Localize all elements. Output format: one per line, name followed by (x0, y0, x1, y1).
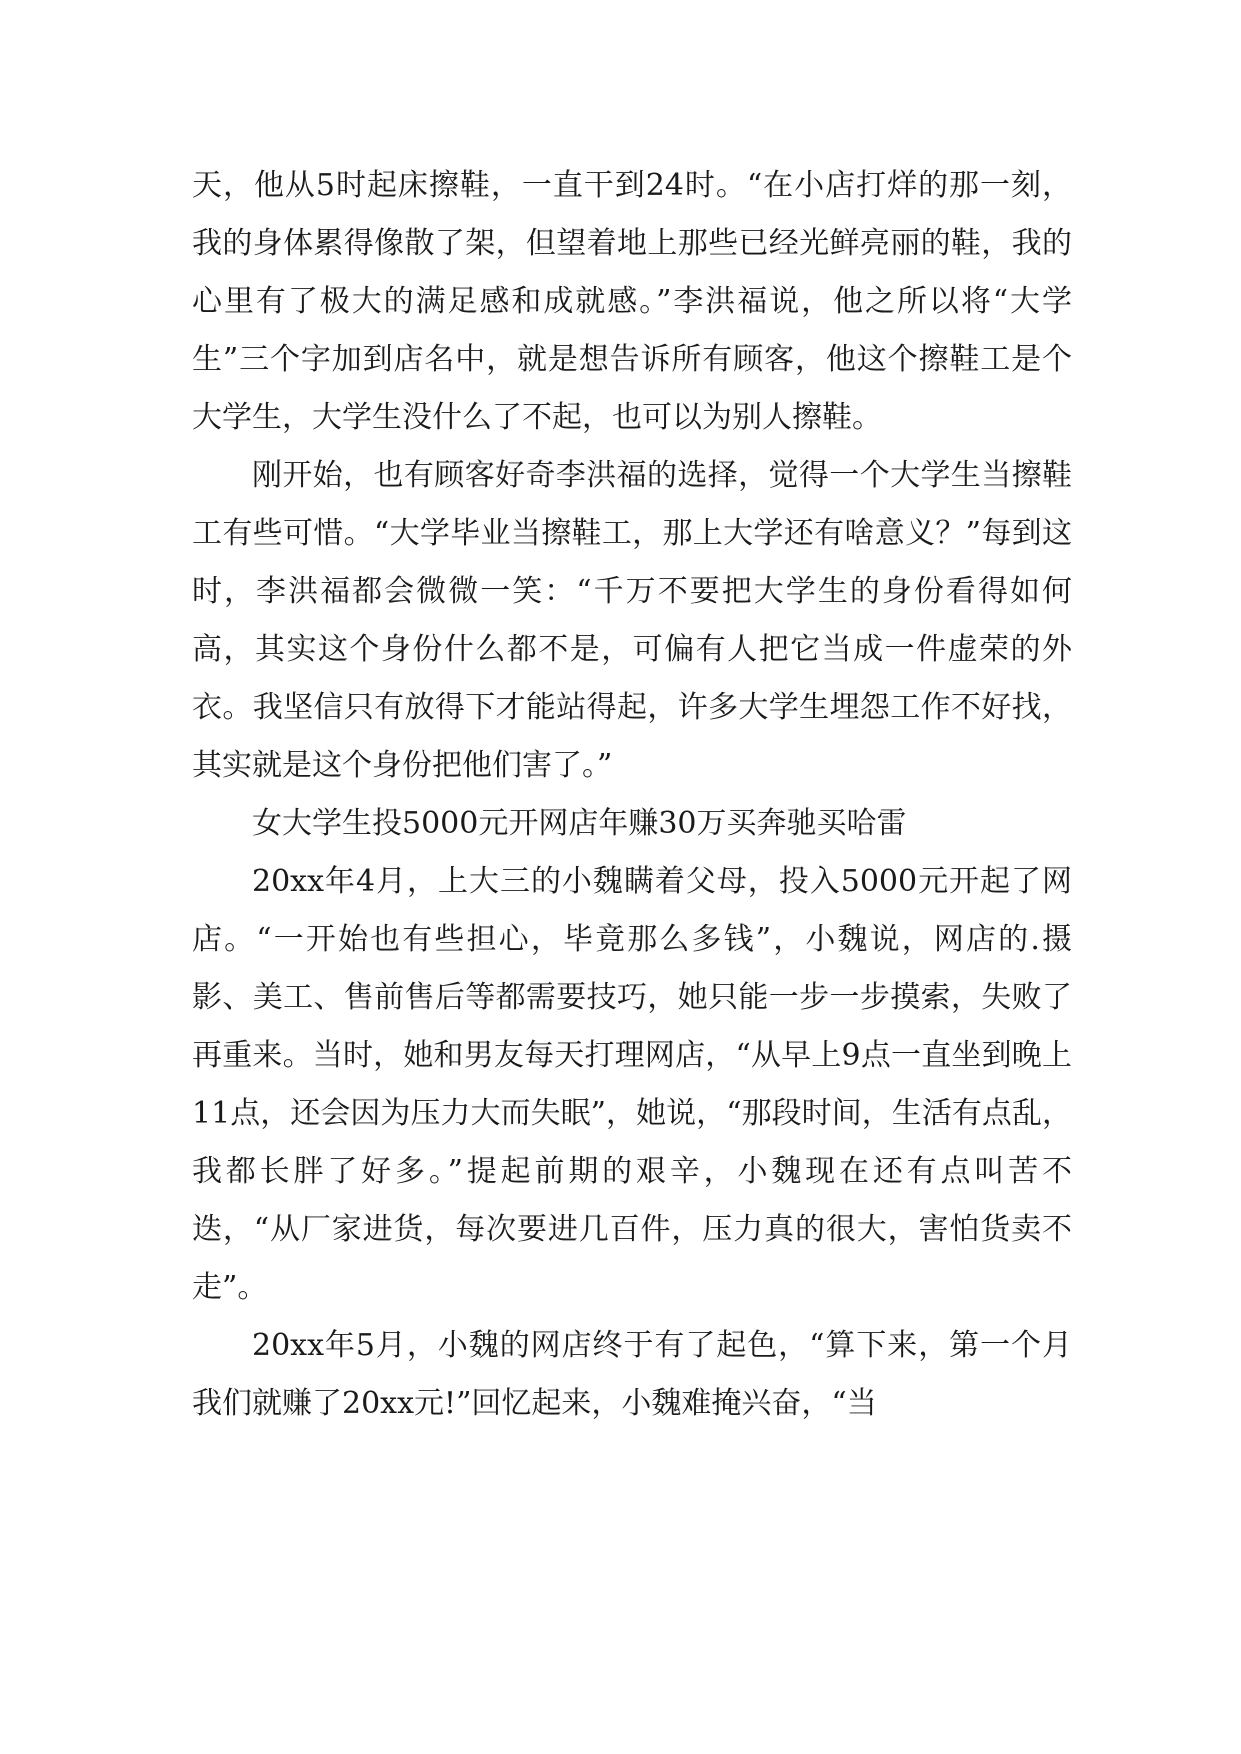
paragraph: 20xx年5月，小魏的网店终于有了起色，“算下来，第一个月我们就赚了20xx元!”回忆起来，小魏难掩兴奋，“当 (192, 1328, 1072, 1421)
paragraph: 刚开始，也有顾客好奇李洪福的选择，觉得一个大学生当擦鞋工有些可惜。“大学毕业当擦鞋工，那上大学还有啥意义？”每到这时，李洪福都会微微一笑：“千万不要把大学生的身份看得如何高，其实这个身份什么都不是，可偏有人把它当成一件虚荣的外衣。我坚信只有放得下才能站得起，许多大学生埋怨工作不好找，其实就是这个身份把他们害了。” (192, 458, 1072, 783)
paragraph: 20xx年4月，上大三的小魏瞒着父母，投入5000元开起了网店。“一开始也有些担心，毕竟那么多钱”，小魏说，网店的.摄影、美工、售前售后等都需要技巧，她只能一步一步摸索，失败了再重来。当时，她和男友每天打理网店，“从早上9点一直坐到晚上11点，还会因为压力大而失眠”，她说，“那段时间，生活有点乱，我都长胖了好多。”提起前期的艰辛，小魏现在还有点叫苦不迭，“从厂家进货，每次要进几百件，压力真的很大，害怕货卖不走”。 (192, 864, 1072, 1305)
article-body (192, 157, 1072, 1433)
section-heading: 女大学生投5000元开网店年赚30万买奔驰买哈雷 (252, 806, 907, 841)
paragraph-continuation: 天，他从5时起床擦鞋，一直干到24时。“在小店打烊的那一刻，我的身体累得像散了架，但望着地上那些已经光鲜亮丽的鞋，我的心里有了极大的满足感和成就感。”李洪福说，他之所以将“大学生”三个字加到店名中，就是想告诉所有顾客，他这个擦鞋工是个大学生，大学生没什么了不起，也可以为别人擦鞋。 (192, 168, 1072, 435)
